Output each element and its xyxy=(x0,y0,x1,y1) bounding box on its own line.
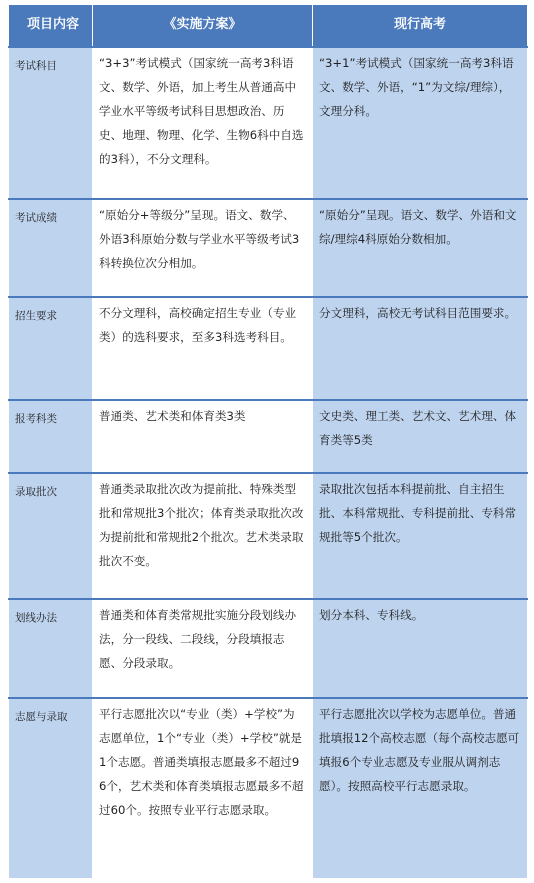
row-label: 招生要求 xyxy=(9,297,93,400)
row-label: 录取批次 xyxy=(9,473,93,599)
current-cell: “原始分”呈现。语文、数学、外语和文综/理综4科原始分数相加。 xyxy=(313,199,528,297)
row-label: 划线办法 xyxy=(9,599,93,698)
comparison-table xyxy=(8,4,528,879)
current-cell: 划分本科、专科线。 xyxy=(313,599,528,698)
current-cell: 分文理科，高校无考试科目范围要求。 xyxy=(313,297,528,400)
current-cell: “3+1”考试模式（国家统一高考3科语文、数学、外语，“1”为文综/理综），文理分科。 xyxy=(313,47,528,199)
header-current: 现行高考 xyxy=(313,5,528,47)
plan-cell: 普通类录取批次改为提前批、特殊类型批和常规批3个批次；体育类录取批次改为提前批和常规批2个批次。艺术类录取批次不变。 xyxy=(93,473,313,599)
table-row xyxy=(9,698,528,878)
current-cell: 录取批次包括本科提前批、自主招生批、本科常规批、专科提前批、专科常规批等5个批次。 xyxy=(313,473,528,599)
table-row xyxy=(9,473,528,599)
table-row xyxy=(9,400,528,473)
header-item: 项目内容 xyxy=(9,5,93,47)
row-label: 考试科目 xyxy=(9,47,93,199)
plan-cell: 普通类和体育类常规批实施分段划线办法，分一段线、二段线，分段填报志愿、分段录取。 xyxy=(93,599,313,698)
table-row xyxy=(9,47,528,199)
current-cell: 文史类、理工类、艺术文、艺术理、体育类等5类 xyxy=(313,400,528,473)
header-row xyxy=(9,5,528,47)
row-label: 考试成绩 xyxy=(9,199,93,297)
current-cell: 平行志愿批次以学校为志愿单位。普通批填报12个高校志愿（每个高校志愿可填报6个专业志愿及专业服从调剂志愿）。按照高校平行志愿录取。 xyxy=(313,698,528,878)
row-label: 报考科类 xyxy=(9,400,93,473)
table-row xyxy=(9,599,528,698)
table-row xyxy=(9,297,528,400)
header-plan: 《实施方案》 xyxy=(93,5,313,47)
plan-cell: 平行志愿批次以“专业（类）+学校”为志愿单位，1个“专业（类）+学校”就是1个志愿。普通类填报志愿最多不超过96个，艺术类和体育类填报志愿最多不超过60个。按照专业平行志愿录取。 xyxy=(93,698,313,878)
plan-cell: 不分文理科，高校确定招生专业（专业类）的选科要求，至多3科选考科目。 xyxy=(93,297,313,400)
table-row xyxy=(9,199,528,297)
row-label: 志愿与录取 xyxy=(9,698,93,878)
plan-cell: “原始分+等级分”呈现。语文、数学、外语3科原始分数与学业水平等级考试3科转换位次分相加。 xyxy=(93,199,313,297)
plan-cell: “3+3”考试模式（国家统一高考3科语文、数学、外语，加上考生从普通高中学业水平等级考试科目思想政治、历史、地理、物理、化学、生物6科中自选的3科），不分文理科。 xyxy=(93,47,313,199)
plan-cell: 普通类、艺术类和体育类3类 xyxy=(93,400,313,473)
